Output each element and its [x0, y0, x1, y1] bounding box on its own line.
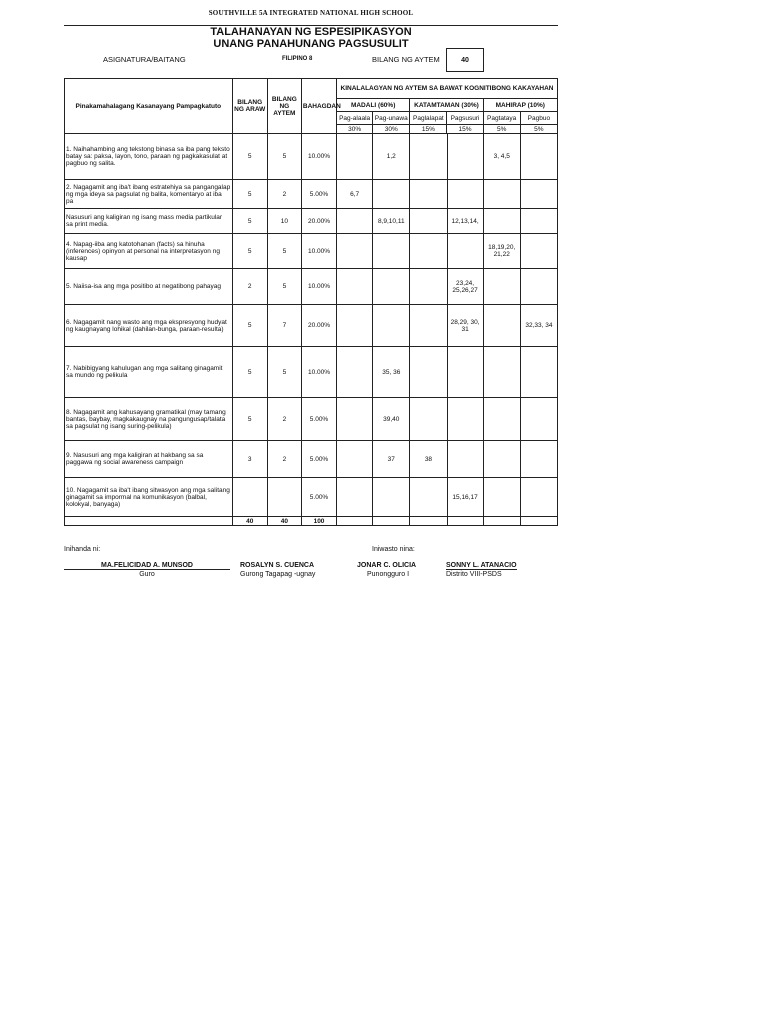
days-cell: 2: [232, 269, 267, 305]
level-percent: 5%: [483, 125, 520, 134]
item-number-cell: 1,2: [373, 134, 410, 180]
total-days: 40: [232, 517, 267, 526]
item-number-cell: [520, 180, 557, 209]
item-number-cell: [447, 134, 483, 180]
signatory-role: Distrito VIII-PSDS: [446, 571, 502, 578]
level-header: Pagsusuri: [447, 112, 483, 125]
item-number-cell: [337, 234, 373, 269]
level-header: Pagbuo: [520, 112, 557, 125]
totals-label-cell: [65, 517, 233, 526]
days-cell: 5: [232, 134, 267, 180]
item-number-cell: [337, 398, 373, 441]
days-cell: 3: [232, 441, 267, 478]
level-percent: 5%: [520, 125, 557, 134]
competency-cell: 9. Nasusuri ang mga kaligiran at hakbang sa sa paggawa ng social awareness campaign: [65, 441, 233, 478]
signatory-role: Gurong Tagapag -ugnay: [240, 571, 316, 578]
item-number-cell: [447, 347, 483, 398]
signatory-role: Punongguro I: [367, 571, 410, 578]
days-cell: [232, 478, 267, 517]
item-number-cell: [447, 398, 483, 441]
item-number-cell: [483, 347, 520, 398]
item-number-cell: [337, 441, 373, 478]
item-number-cell: [410, 398, 447, 441]
items-cell: 5: [267, 347, 301, 398]
specification-table: [64, 78, 558, 134]
days-cell: 5: [232, 234, 267, 269]
item-number-cell: [520, 134, 557, 180]
table-row: [65, 441, 558, 478]
item-number-cell: [410, 209, 447, 234]
header-easy: MADALI (60%): [337, 99, 410, 112]
item-number-cell: 12,13,14,: [447, 209, 483, 234]
table-row: [65, 209, 558, 234]
competency-cell: 4. Napag-iiba ang katotohanan (facts) sa hinuha (inferences) opinyon at personal na interpretasyon ng kausap: [65, 234, 233, 269]
item-number-cell: [373, 234, 410, 269]
days-cell: 5: [232, 209, 267, 234]
item-number-cell: [520, 398, 557, 441]
item-number-cell: [337, 134, 373, 180]
item-number-cell: 39,40: [373, 398, 410, 441]
item-number-cell: [483, 305, 520, 347]
items-cell: 5: [267, 134, 301, 180]
items-cell: 7: [267, 305, 301, 347]
item-number-cell: [483, 209, 520, 234]
signatory-name: JONAR C. OLICIA: [357, 562, 417, 569]
item-number-cell: [410, 234, 447, 269]
empty-cell: [410, 517, 447, 526]
item-number-cell: [410, 134, 447, 180]
competency-cell: 7. Nabibigyang kahulugan ang mga salitang ginagamit sa mundo ng pelikula: [65, 347, 233, 398]
competency-cell: 2. Nagagamit ang iba't ibang estratehiya sa pangangalap ng mga ideya sa pagsulat ng balita, komentaryo at iba pa: [65, 180, 233, 209]
signatory-name: ROSALYN S. CUENCA: [240, 562, 315, 569]
item-number-cell: [447, 234, 483, 269]
checked-by-label: Iniwasto nina:: [372, 546, 415, 553]
item-number-cell: 28,29, 30, 31: [447, 305, 483, 347]
table-row: [65, 180, 558, 209]
item-number-cell: 18,19,20, 21,22: [483, 234, 520, 269]
items-cell: 10: [267, 209, 301, 234]
totals-row: [65, 517, 558, 526]
days-cell: 5: [232, 180, 267, 209]
item-number-cell: 38: [410, 441, 447, 478]
table-row: [65, 478, 558, 517]
empty-cell: [483, 517, 520, 526]
percent-cell: 10.00%: [301, 347, 336, 398]
items-cell: 2: [267, 180, 301, 209]
item-number-cell: [410, 269, 447, 305]
table-row: [65, 347, 558, 398]
item-number-cell: 32,33, 34: [520, 305, 557, 347]
percent-cell: 5.00%: [301, 180, 336, 209]
item-count-box: 40: [446, 48, 484, 72]
item-number-cell: [337, 209, 373, 234]
item-number-cell: [520, 441, 557, 478]
percent-cell: 20.00%: [301, 209, 336, 234]
item-number-cell: [447, 180, 483, 209]
item-number-cell: 8,9,10,11: [373, 209, 410, 234]
item-number-cell: [410, 180, 447, 209]
days-cell: 5: [232, 398, 267, 441]
empty-cell: [447, 517, 483, 526]
item-number-cell: [373, 478, 410, 517]
item-number-cell: [337, 478, 373, 517]
item-number-cell: [520, 234, 557, 269]
level-percent: 30%: [337, 125, 373, 134]
competency-cell: 5. Naiisa-isa ang mga positibo at negatibong pahayag: [65, 269, 233, 305]
total-items: 40: [267, 517, 301, 526]
item-number-cell: [337, 269, 373, 305]
header-days: BILANG NG ARAW: [232, 79, 267, 134]
percent-cell: 20.00%: [301, 305, 336, 347]
level-percent: 15%: [447, 125, 483, 134]
item-number-cell: [373, 305, 410, 347]
header-difficult: MAHIRAP (10%): [483, 99, 557, 112]
subject-value: FILIPINO 8: [282, 56, 313, 62]
days-cell: 5: [232, 305, 267, 347]
item-number-cell: [373, 269, 410, 305]
item-number-cell: [483, 441, 520, 478]
empty-cell: [337, 517, 373, 526]
item-number-cell: [373, 180, 410, 209]
header-items: BILANG NG AYTEM: [267, 79, 301, 134]
level-header: Pag-alaala: [337, 112, 373, 125]
level-percent: 15%: [410, 125, 447, 134]
prepared-by-label: Inihanda ni:: [64, 546, 101, 553]
level-header: Pag-unawa: [373, 112, 410, 125]
items-cell: 2: [267, 398, 301, 441]
percent-cell: 5.00%: [301, 441, 336, 478]
item-number-cell: [410, 305, 447, 347]
signatory-name: MA.FELICIDAD A. MUNSOD: [64, 562, 230, 570]
item-number-cell: [520, 269, 557, 305]
signatory-name: SONNY L. ATANACIO: [446, 562, 517, 569]
empty-cell: [520, 517, 557, 526]
item-number-cell: [483, 478, 520, 517]
document-title: TALAHANAYAN NG ESPESIPIKASYON: [210, 26, 412, 38]
competency-cell: 1. Naihahambing ang tekstong binasa sa iba pang teksto batay sa: paksa, layon, tono, paraan ng pagkakasulat at pagbuo ng salita.: [65, 134, 233, 180]
specification-table-body: [64, 133, 558, 526]
item-number-cell: [410, 347, 447, 398]
empty-cell: [373, 517, 410, 526]
competency-cell: 10. Nagagamit sa iba't ibang sitwasyon ang mga salitang ginagamit sa impormal na komunikasyon (balbal, kolokyal, banyaga): [65, 478, 233, 517]
level-header: Pagtataya: [483, 112, 520, 125]
item-number-cell: [447, 441, 483, 478]
total-percent: 100: [301, 517, 336, 526]
items-cell: 5: [267, 234, 301, 269]
header-percent: BAHAGDAN: [301, 79, 336, 134]
subject-label: ASIGNATURA/BAITANG: [103, 55, 186, 64]
days-cell: 5: [232, 347, 267, 398]
items-cell: 2: [267, 441, 301, 478]
table-row: [65, 134, 558, 180]
item-number-cell: [520, 209, 557, 234]
table-row: [65, 305, 558, 347]
item-number-cell: [483, 180, 520, 209]
level-header: Paglalapat: [410, 112, 447, 125]
table-row: [65, 269, 558, 305]
item-count-label: BILANG NG AYTEM: [372, 55, 440, 64]
item-number-cell: [337, 305, 373, 347]
item-number-cell: 23,24, 25,26,27: [447, 269, 483, 305]
items-cell: 5: [267, 269, 301, 305]
competency-cell: 6. Nagagamit nang wasto ang mga ekspresyong hudyat ng kaugnayang lohikal (dahilan-bunga, paraan-resulta): [65, 305, 233, 347]
competency-cell: Nasusuri ang kaligiran ng isang mass media partikular sa print media.: [65, 209, 233, 234]
items-cell: [267, 478, 301, 517]
item-number-cell: [520, 347, 557, 398]
school-name: SOUTHVILLE 5A INTEGRATED NATIONAL HIGH SCHOOL: [208, 9, 414, 17]
item-number-cell: 3, 4,5: [483, 134, 520, 180]
header-placement: KINALALAGYAN NG AYTEM SA BAWAT KOGNITIBONG KAKAYAHAN: [337, 79, 558, 99]
percent-cell: 10.00%: [301, 269, 336, 305]
signatory-role: Guro: [139, 571, 155, 578]
item-number-cell: [520, 478, 557, 517]
item-number-cell: [337, 347, 373, 398]
table-row: [65, 398, 558, 441]
item-number-cell: 6,7: [337, 180, 373, 209]
percent-cell: 10.00%: [301, 234, 336, 269]
header-competency: Pinakamahalagang Kasanayang Pampagkatuto: [65, 79, 233, 134]
item-number-cell: 15,16,17: [447, 478, 483, 517]
percent-cell: 5.00%: [301, 398, 336, 441]
item-number-cell: [410, 478, 447, 517]
table-row: [65, 234, 558, 269]
header-average: KATAMTAMAN (30%): [410, 99, 483, 112]
competency-cell: 8. Nagagamit ang kahusayang gramatikal (may tamang bantas, baybay, magkakaugnay na pangungusap/talata sa pagsulat ng isang suring-pelikula): [65, 398, 233, 441]
item-number-cell: 37: [373, 441, 410, 478]
level-percent: 30%: [373, 125, 410, 134]
document-subtitle: UNANG PANAHUNANG PAGSUSULIT: [213, 38, 409, 50]
percent-cell: 10.00%: [301, 134, 336, 180]
item-number-cell: [483, 269, 520, 305]
item-number-cell: 35, 36: [373, 347, 410, 398]
percent-cell: 5.00%: [301, 478, 336, 517]
item-number-cell: [483, 398, 520, 441]
